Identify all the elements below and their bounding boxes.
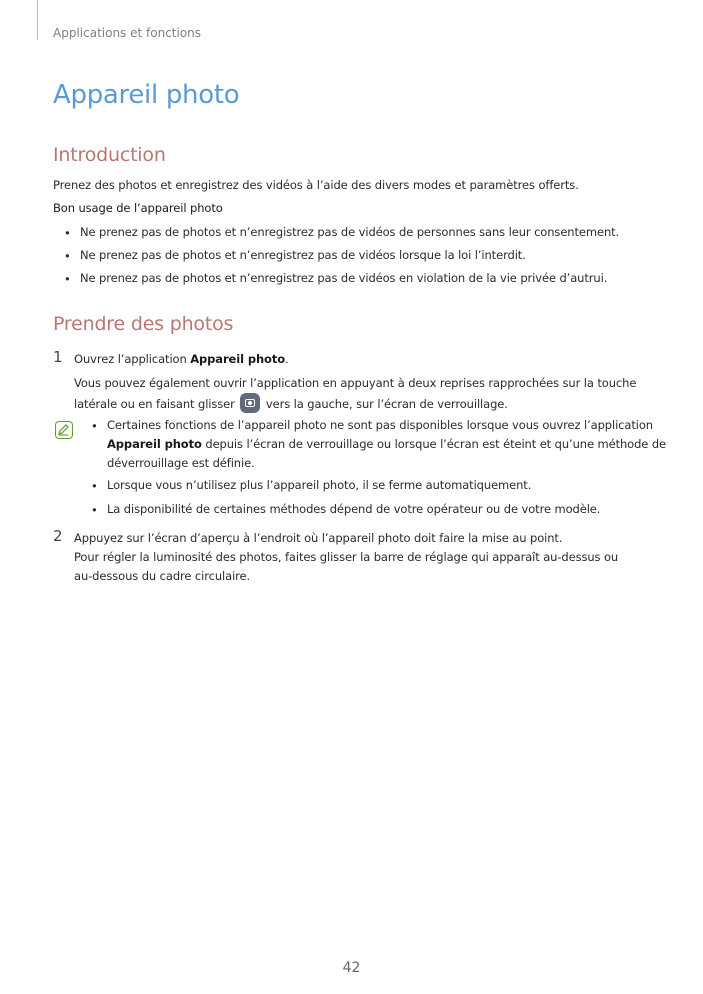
step-1-app-name: Appareil photo [190,352,286,366]
note-bullet-2: Lorsque vous n’utilisez plus l’appareil photo, il se ferme automatiquement. [107,478,532,492]
note-bullet-1-line-3: déverrouillage est définie. [107,456,255,470]
step-1-detail-after: vers la gauche, sur l’écran de verrouillage. [262,397,508,411]
note-bullet-1-line-2-rest: depuis l’écran de verrouillage ou lorsque l’écran est éteint et qu’une méthode de [201,437,667,451]
note-bullet-1-line-1: Certaines fonctions de l’appareil photo ne sont pas disponibles lorsque vous ouvrez l’application [107,418,653,432]
step-1-number: 1 [53,348,63,366]
camera-icon [240,393,260,413]
step-2-number: 2 [53,527,63,545]
bullet-marker: • [64,249,71,263]
intro-subheading: Bon usage de l’appareil photo [53,201,223,215]
step-1-prefix: Ouvrez l’application [74,352,191,366]
step-1-suffix: . [285,352,289,366]
bullet-marker: • [91,503,98,517]
intro-bullet-1: Ne prenez pas de photos et n’enregistrez pas de vidéos de personnes sans leur consentement. [80,225,620,239]
bullet-marker: • [91,479,98,493]
page-title: Appareil photo [53,80,240,110]
bullet-marker: • [64,226,71,240]
bullet-marker: • [64,272,71,286]
note-bullet-1-line-2 [107,435,666,454]
note-icon [55,421,73,439]
step-2-line-3: au-dessous du cadre circulaire. [74,569,251,583]
step-1-detail-line-2 [74,393,508,414]
note-app-name: Appareil photo [107,437,202,451]
intro-paragraph: Prenez des photos et enregistrez des vidéos à l’aide des divers modes et paramètres offerts. [53,178,579,192]
section-heading-prendre-des-photos: Prendre des photos [53,313,234,335]
note-bullet-3: La disponibilité de certaines méthodes dépend de votre opérateur ou de votre modèle. [107,502,601,516]
step-2-line-1: Appuyez sur l’écran d’aperçu à l’endroit où l’appareil photo doit faire la mise au point. [74,531,563,545]
intro-bullet-2: Ne prenez pas de photos et n’enregistrez pas de vidéos lorsque la loi l’interdit. [80,248,526,262]
page-number: 42 [342,960,361,976]
bullet-marker: • [91,419,98,433]
step-1-detail-line-1: Vous pouvez également ouvrir l’application en appuyant à deux reprises rapprochées sur la touche [74,376,637,390]
step-2-line-2: Pour régler la luminosité des photos, faites glisser la barre de réglage qui apparaît au-dessus ou [74,550,619,564]
step-1-detail-before: latérale ou en faisant glisser [74,397,239,411]
section-heading-introduction: Introduction [53,144,166,166]
step-1-instruction [74,350,289,369]
margin-rule [37,0,38,40]
running-header: Applications et fonctions [53,26,202,40]
intro-bullet-3: Ne prenez pas de photos et n’enregistrez pas de vidéos en violation de la vie privée d’autrui. [80,271,608,285]
